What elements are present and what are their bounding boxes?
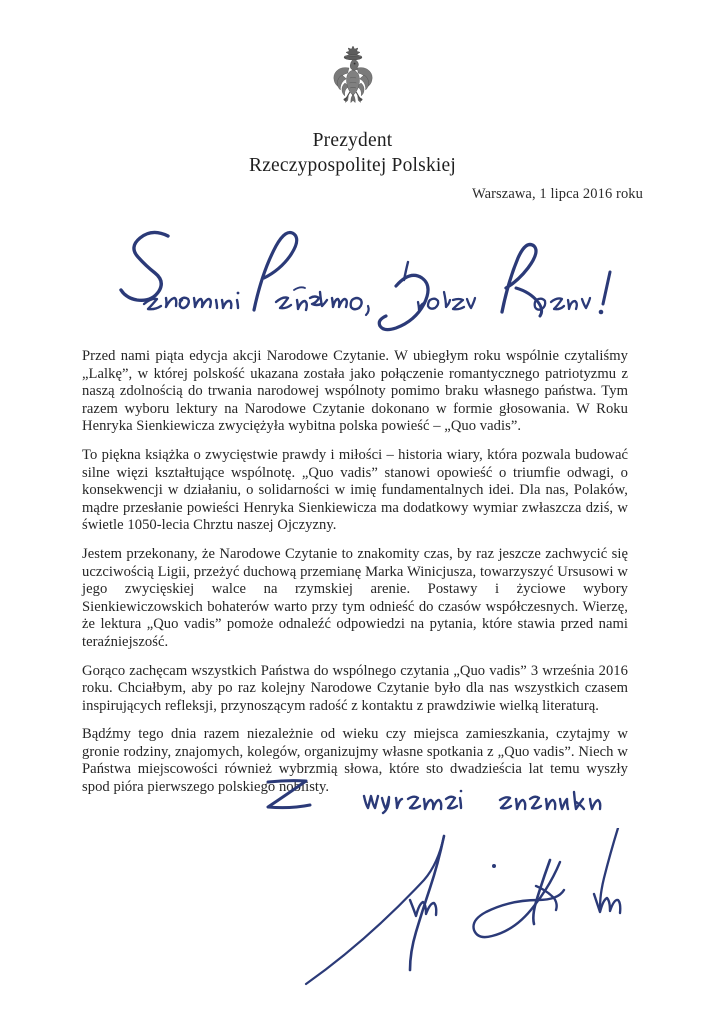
handwritten-closing xyxy=(252,772,612,834)
letterhead-title-line2: Rzeczypospolitej Polskiej xyxy=(248,155,456,177)
body-paragraph: Jestem przekonany, że Narodowe Czytanie to znakomity czas, by raz jeszcze zachwycić się uczciwością Ligii, przeżyć duchową przemianę Marka Winicjusza, towarzyszyć Ursusowi w jego zwycięskiej walce na rzymskiej arenie. Postawy i życiowe wybory Sienkiewiczowskich bohaterów warto przy tym odnieść do czasów współczesnych. Wierzę, że lektura „Quo vadis” pomoże odnaleźć odpowiedzi na pytania, które stawia przed nami teraźniejszość. xyxy=(82,545,628,650)
body-paragraph: Bądźmy tego dnia razem niezależnie od wieku czy miejsca zamieszkania, czytajmy w gronie rodziny, znajomych, kolegów, organizujmy własne spotkania z „Quo vadis”. Niech w Państwa miejscowości również wybrzmią słowa, które sto dwadzieścia lat temu wyszły spod pióra pierwszego polskiego noblisty. xyxy=(82,726,628,796)
handwritten-salutation xyxy=(104,214,624,334)
dateline: Warszawa, 1 lipca 2016 roku xyxy=(471,186,643,202)
body-paragraph: Gorąco zachęcam wszystkich Państwa do wspólnego czytania „Quo vadis” 3 września 2016 roku. Chciałbym, aby po raz kolejny Narodowe Czytanie było dla nas wszystkich czasem inspirujących refleksji, przynoszącym radość z kontaktu z prawdziwie wielką literaturą. xyxy=(82,662,628,714)
handwritten-signature xyxy=(298,828,684,996)
letterhead-title-line1: Prezydent xyxy=(312,130,393,151)
letter-body xyxy=(82,348,628,797)
letterhead-title xyxy=(0,128,705,179)
body-paragraph: To piękna książka o zwycięstwie prawdy i miłości – historia wiary, która pozwala budować silne więzi kształtujące wspólnotę. „Quo vadis” stanowi opowieść o triumfie odwagi, o konsekwencji w działaniu, o solidarności w imię fundamentalnych idei. Dla nas, Polaków, mądre przesłanie powieści Henryka Sienkiewicza ma dodatkowy wymiar zwłaszcza dziś, w świetle 1050-lecia Chrztu naszej Ojczyzny. xyxy=(82,446,628,534)
letterhead xyxy=(0,42,705,179)
body-paragraph: Przed nami piąta edycja akcji Narodowe Czytanie. W ubiegłym roku wspólnie czytaliśmy „Lalkę”, w której polskość ukazana została jako połączenie romantycznego patriotyzmu z naszą zdolnością do trwania narodowej wspólnoty pomimo braku własnego państwa. Tym razem wyboru lektury na Narodowe Czytanie dokonano w formie głosowania. W Roku Henryka Sienkiewicza zwyciężyła wybitna polska powieść – „Quo vadis”. xyxy=(82,348,628,435)
polish-eagle-emblem-icon xyxy=(320,42,386,114)
